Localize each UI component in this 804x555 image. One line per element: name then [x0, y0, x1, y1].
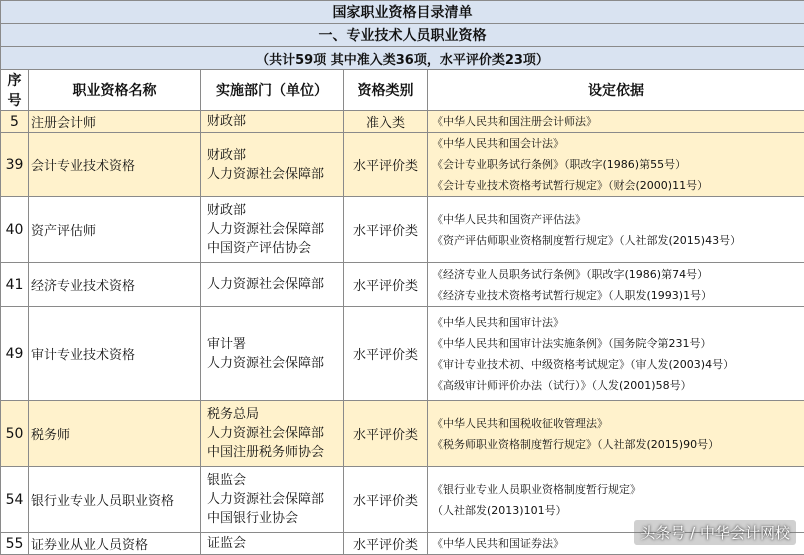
qualification-type: 水平评价类	[344, 133, 428, 197]
watermark: 头条号 / 中华会计网校	[634, 520, 796, 545]
basis-line: 《中华人民共和国证券法》	[432, 533, 804, 554]
implementing-dept	[201, 197, 344, 263]
row-number: 39	[1, 133, 29, 197]
qualification-name: 经济专业技术资格	[29, 263, 201, 307]
row-number: 55	[1, 533, 29, 555]
implementing-dept	[201, 401, 344, 467]
basis-line: 《审计专业技术初、中级资格考试规定》（审人发(2003)4号）	[432, 354, 804, 375]
basis-line: 《资产评估师职业资格制度暂行规定》（人社部发(2015)43号）	[432, 230, 804, 251]
table-title: 国家职业资格目录清单	[1, 1, 804, 24]
qualification-name: 注册会计师	[29, 111, 201, 133]
implementing-dept	[201, 263, 344, 307]
dept-line: 人力资源社会保障部	[207, 165, 343, 184]
basis-line: （人社部发(2013)101号）	[432, 500, 804, 521]
basis-line: 《中华人民共和国注册会计师法》	[432, 111, 804, 132]
qualification-name: 银行业专业人员职业资格	[29, 467, 201, 533]
dept-line: 人力资源社会保障部	[207, 354, 343, 373]
qualification-name: 审计专业技术资格	[29, 307, 201, 401]
legal-basis	[428, 133, 804, 197]
dept-line: 人力资源社会保障部	[207, 424, 343, 443]
implementing-dept	[201, 467, 344, 533]
qualification-type: 水平评价类	[344, 533, 428, 555]
table-subtitle: 一、专业技术人员职业资格	[1, 24, 804, 47]
qualification-name: 税务师	[29, 401, 201, 467]
legal-basis	[428, 401, 804, 467]
row-number: 54	[1, 467, 29, 533]
basis-line: 《中华人民共和国税收征收管理法》	[432, 413, 804, 434]
table-row	[1, 401, 804, 467]
dept-line: 银监会	[207, 471, 343, 490]
basis-line: 《会计专业职务试行条例》（职改字(1986)第55号）	[432, 154, 804, 175]
row-number: 49	[1, 307, 29, 401]
implementing-dept	[201, 133, 344, 197]
dept-line: 中国资产评估协会	[207, 239, 343, 258]
qualification-name: 证券业从业人员资格	[29, 533, 201, 555]
table-row	[1, 133, 804, 197]
header-name: 职业资格名称	[29, 70, 201, 111]
dept-line: 人力资源社会保障部	[207, 220, 343, 239]
row-number: 40	[1, 197, 29, 263]
qualification-type: 水平评价类	[344, 263, 428, 307]
table-row	[1, 307, 804, 401]
qualification-type: 水平评价类	[344, 401, 428, 467]
row-number: 41	[1, 263, 29, 307]
qualification-type: 水平评价类	[344, 467, 428, 533]
basis-line: 《经济专业人员职务试行条例》（职改字(1986)第74号）	[432, 264, 804, 285]
qualification-name: 会计专业技术资格	[29, 133, 201, 197]
implementing-dept	[201, 533, 344, 555]
basis-line: 《会计专业技术资格考试暂行规定》（财会(2000)11号）	[432, 175, 804, 196]
qualification-type: 水平评价类	[344, 197, 428, 263]
basis-line: 《中华人民共和国审计法》	[432, 312, 804, 333]
legal-basis	[428, 111, 804, 133]
basis-line: 《中华人民共和国审计法实施条例》（国务院令第231号）	[432, 333, 804, 354]
table-note: （共计59项 其中准入类36项，水平评价类23项）	[1, 47, 804, 70]
header-basis: 设定依据	[428, 70, 804, 111]
basis-line: 《中华人民共和国会计法》	[432, 133, 804, 154]
basis-line: 《中华人民共和国资产评估法》	[432, 209, 804, 230]
basis-line: 《经济专业技术资格考试暂行规定》（人职发(1993)1号）	[432, 285, 804, 306]
dept-line: 中国注册税务师协会	[207, 443, 343, 462]
dept-line: 证监会	[207, 534, 343, 553]
header-dept: 实施部门（单位）	[201, 70, 344, 111]
qualification-name: 资产评估师	[29, 197, 201, 263]
implementing-dept	[201, 111, 344, 133]
basis-line: 《税务师职业资格制度暂行规定》（人社部发(2015)90号）	[432, 434, 804, 455]
basis-line: 《高级审计师评价办法（试行）》（人发(2001)58号）	[432, 375, 804, 396]
dept-line: 审计署	[207, 335, 343, 354]
legal-basis	[428, 197, 804, 263]
dept-line: 财政部	[207, 112, 343, 131]
dept-line: 中国银行业协会	[207, 509, 343, 528]
dept-line: 财政部	[207, 201, 343, 220]
table-row	[1, 197, 804, 263]
dept-line: 财政部	[207, 146, 343, 165]
header-no: 序号	[1, 70, 29, 111]
table-row	[1, 111, 804, 133]
qualification-type: 准入类	[344, 111, 428, 133]
dept-line: 税务总局	[207, 405, 343, 424]
qualification-type: 水平评价类	[344, 307, 428, 401]
row-number: 5	[1, 111, 29, 133]
legal-basis	[428, 307, 804, 401]
implementing-dept	[201, 307, 344, 401]
header-type: 资格类别	[344, 70, 428, 111]
legal-basis	[428, 263, 804, 307]
dept-line: 人力资源社会保障部	[207, 490, 343, 509]
row-number: 50	[1, 401, 29, 467]
dept-line: 人力资源社会保障部	[207, 275, 343, 294]
basis-line: 《银行业专业人员职业资格制度暂行规定》	[432, 479, 804, 500]
table-row	[1, 263, 804, 307]
